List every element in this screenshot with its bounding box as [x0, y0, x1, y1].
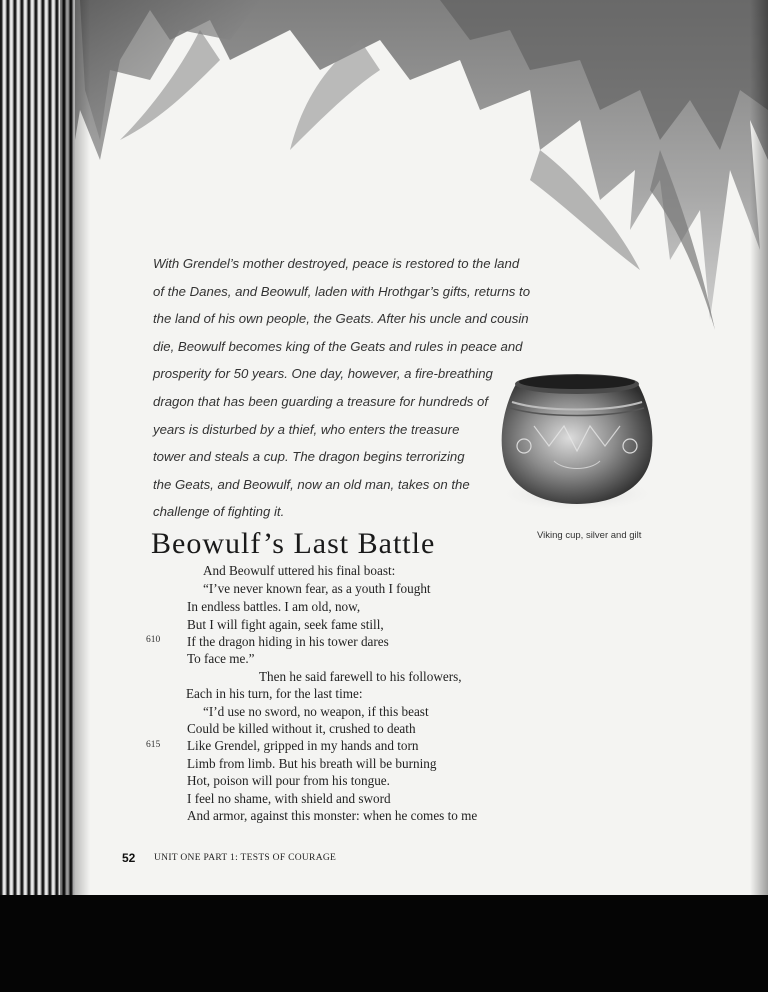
- intro-line: years is disturbed by a thief, who enters the treasure: [153, 421, 460, 437]
- spine-shadow: [60, 0, 90, 895]
- intro-line: With Grendel’s mother destroyed, peace is restored to the land: [153, 256, 520, 271]
- poem-line: And armor, against this monster: when he comes to me: [187, 808, 478, 823]
- poem-line: Then he said farewell to his followers,: [259, 669, 462, 684]
- intro-line: die, Beowulf becomes king of the Geats and rules in peace and: [153, 338, 523, 354]
- poem-line: Like Grendel, gripped in my hands and torn: [187, 738, 419, 753]
- figure-caption: Viking cup, silver and gilt: [537, 530, 642, 541]
- poem-title: Beowulf’s Last Battle: [151, 527, 436, 560]
- intro-paragraph: [153, 250, 553, 526]
- poem-line: In endless battles. I am old, now,: [187, 599, 361, 614]
- page-number: 52: [122, 851, 136, 865]
- poem-line: Hot, poison will pour from his tongue.: [187, 773, 390, 788]
- intro-line: challenge of fighting it.: [153, 504, 285, 520]
- poem-line: Each in his turn, for the last time:: [186, 686, 363, 701]
- poem-line: I feel no shame, with shield and sword: [187, 791, 391, 806]
- poem-line: Could be killed without it, crushed to death: [187, 721, 416, 736]
- poem-line: Limb from limb. But his breath will be burning: [187, 756, 437, 771]
- poem-line: And Beowulf uttered his final boast:: [203, 563, 396, 578]
- scan-background: [0, 895, 768, 992]
- line-number: 615: [146, 740, 161, 750]
- poem-line: “I’d use no sword, no weapon, if this beast: [203, 704, 429, 719]
- page-edge-shadow: [750, 0, 768, 895]
- poem-line: If the dragon hiding in his tower dares: [187, 634, 389, 649]
- intro-line: the Geats, and Beowulf, now an old man, takes on the: [153, 476, 470, 492]
- intro-line: dragon that has been guarding a treasure for hundreds of: [153, 393, 489, 409]
- line-number: 610: [146, 635, 161, 645]
- intro-line: tower and steals a cup. The dragon begins terrorizing: [153, 449, 465, 465]
- viking-cup-image: [494, 366, 660, 516]
- intro-line: prosperity for 50 years. One day, however, a fire-breathing: [153, 366, 493, 382]
- intro-line: the land of his own people, the Geats. After his uncle and cousin: [153, 311, 529, 327]
- running-head: UNIT ONE PART 1: TESTS OF COURAGE: [154, 853, 337, 863]
- poem-line: But I will fight again, seek fame still,: [187, 617, 384, 632]
- intro-line: of the Danes, and Beowulf, laden with Hrothgar’s gifts, returns to: [153, 283, 531, 299]
- poem-line: “I’ve never known fear, as a youth I fought: [203, 581, 431, 596]
- poem-line: To face me.”: [187, 651, 255, 666]
